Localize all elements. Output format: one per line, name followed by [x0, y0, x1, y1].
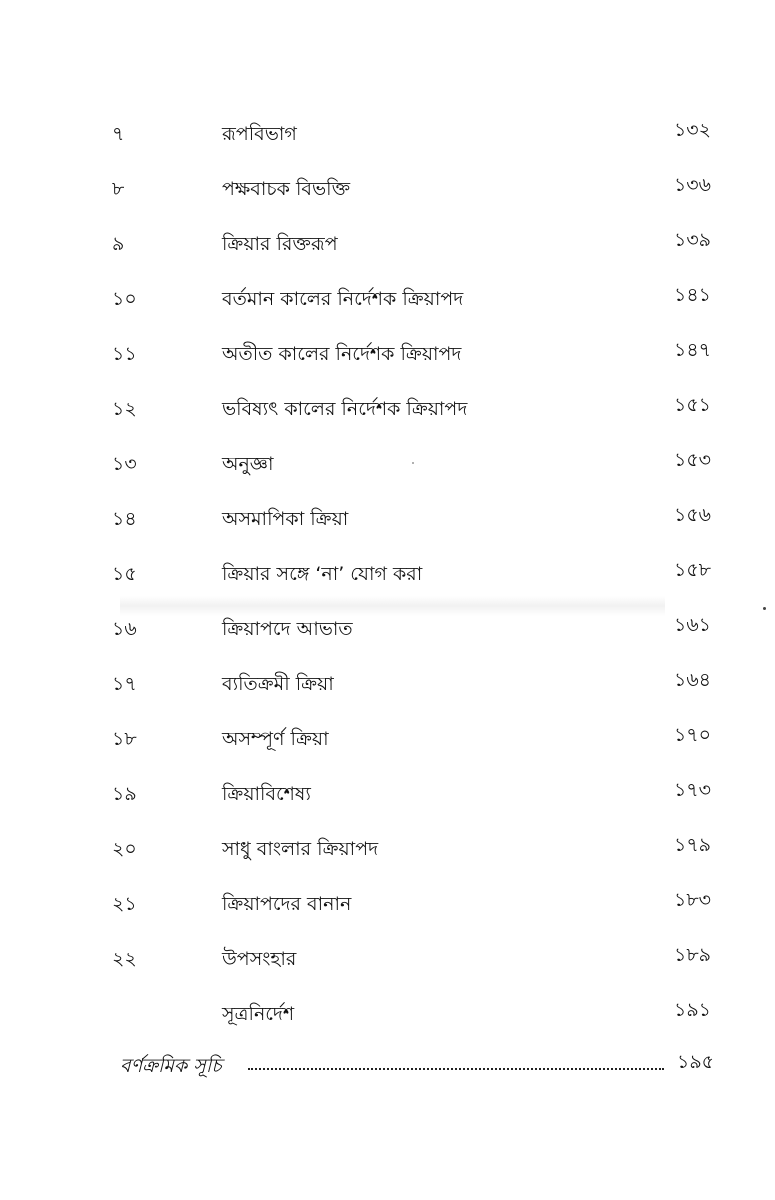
toc-row [0, 116, 775, 156]
toc-row [0, 996, 775, 1036]
toc-page-number: ১৮৩ [673, 889, 711, 911]
toc-chapter-number: ১১ [112, 343, 137, 365]
toc-chapter-title: ভবিষ্যৎ কালের নির্দেশক ক্রিয়াপদ [222, 398, 468, 420]
index-title: বর্ণক্রমিক সূচি [120, 1055, 222, 1077]
toc-page-number: ১৩৬ [673, 174, 711, 196]
toc-page-number: ১৩৯ [673, 229, 711, 251]
toc-row [0, 831, 775, 871]
toc-chapter-title: পক্ষবাচক বিভক্তি [222, 178, 351, 200]
toc-page-number: ১৫৩ [673, 449, 711, 471]
toc-chapter-number: ১৪ [112, 508, 137, 530]
toc-chapter-number: ১৮ [112, 728, 137, 750]
toc-chapter-number: ৭ [112, 123, 125, 145]
toc-row [0, 336, 775, 376]
toc-row [0, 446, 775, 486]
toc-chapter-number: ২২ [112, 948, 137, 970]
toc-row [0, 556, 775, 596]
toc-chapter-number: ১০ [112, 288, 137, 310]
toc-chapter-number: ২০ [112, 838, 137, 860]
toc-row [0, 776, 775, 816]
toc-chapter-title: ক্রিয়াপদের বানান [222, 893, 352, 915]
dot-leader [248, 1068, 664, 1070]
toc-chapter-title: সাধু বাংলার ক্রিয়াপদ [222, 838, 379, 860]
toc-row [0, 666, 775, 706]
toc-chapter-number: ৮ [112, 178, 125, 200]
toc-chapter-title: ক্রিয়াপদে আভাত [222, 618, 353, 640]
toc-chapter-number: ১২ [112, 398, 137, 420]
toc-chapter-title: অতীত কালের নির্দেশক ক্রিয়াপদ [222, 343, 462, 365]
toc-chapter-title: ক্রিয়ার সঙ্গে ‘না’ যোগ করা [222, 563, 423, 585]
toc-chapter-title: উপসংহার [222, 948, 297, 970]
toc-page-number: ১৫১ [674, 394, 711, 416]
toc-page-number: ১৭৩ [673, 779, 711, 801]
toc-row [0, 721, 775, 761]
toc-page-number: ১৬১ [673, 614, 711, 636]
toc-row [0, 611, 775, 651]
toc-chapter-number: ১৫ [112, 563, 137, 585]
toc-chapter-number: ২১ [112, 893, 137, 915]
toc-page-number: ১৪১ [674, 284, 711, 306]
index-page-number: ১৯৫ [677, 1051, 714, 1073]
toc-chapter-title: অনুজ্ঞা [222, 453, 274, 475]
toc-chapter-title: অসমাপিকা ক্রিয়া [222, 508, 349, 530]
toc-row [0, 941, 775, 981]
toc-chapter-number: ৯ [112, 233, 125, 255]
toc-row [0, 886, 775, 926]
toc-page-number: ১৫৮ [674, 559, 711, 581]
toc-page-number: ১৭০ [673, 724, 711, 746]
toc-page-number: ১৯১ [674, 999, 711, 1021]
toc-page-number: ১৫৬ [673, 504, 711, 526]
toc-chapter-title: সূত্রনির্দেশ [222, 1003, 295, 1025]
toc-row [0, 391, 775, 431]
toc-row [0, 501, 775, 541]
toc-chapter-number: ১৬ [112, 618, 137, 640]
toc-page-number: ১৬৪ [673, 669, 711, 691]
toc-page-number: ১৪৭ [673, 339, 711, 361]
scan-speck [763, 607, 766, 610]
toc-chapter-title: রূপবিভাগ [222, 123, 297, 145]
toc-row [0, 281, 775, 321]
toc-chapter-number: ১৯ [112, 783, 137, 805]
toc-page-number: ১৩২ [673, 119, 711, 141]
toc-chapter-title: ক্রিয়ার রিক্তরূপ [222, 233, 338, 255]
toc-chapter-number: ১৭ [112, 673, 137, 695]
toc-row [0, 171, 775, 211]
toc-row [0, 226, 775, 266]
toc-chapter-title: ক্রিয়াবিশেষ্য [222, 783, 311, 805]
toc-chapter-title: অসম্পূর্ণ ক্রিয়া [222, 728, 329, 750]
toc-chapter-title: ব্যতিক্রমী ক্রিয়া [222, 673, 334, 695]
toc-chapter-title: বর্তমান কালের নির্দেশক ক্রিয়াপদ [222, 288, 464, 310]
toc-index-row [120, 1050, 714, 1084]
toc-page-number: ১৭৯ [673, 834, 711, 856]
toc-page-number: ১৮৯ [674, 944, 711, 966]
toc-chapter-number: ১৩ [112, 453, 137, 475]
